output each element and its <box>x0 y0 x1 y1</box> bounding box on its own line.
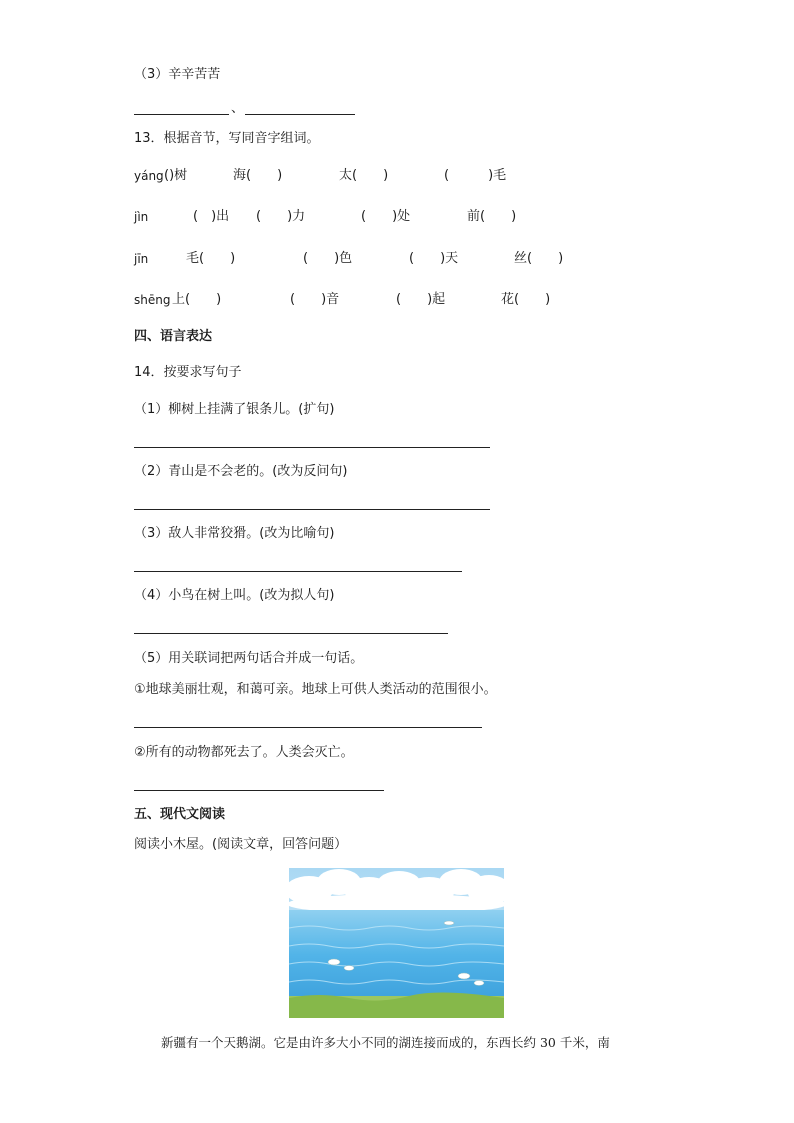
q14-sub-2: ②所有的动物都死去了。人类会灭亡。 <box>134 745 354 760</box>
q14-item-5: （5）用关联词把两句话合并成一句话。 <box>134 651 364 666</box>
answer-line[interactable] <box>134 790 384 791</box>
q14-item-2: （2）青山是不会老的。(改为反问句) <box>134 464 348 479</box>
q12-item-3: （3）辛辛苦苦 <box>134 67 221 82</box>
section-4-title: 四、语言表达 <box>134 329 213 344</box>
fill-cell[interactable]: 丝( ) <box>514 251 564 266</box>
answer-line[interactable] <box>134 633 448 634</box>
pinyin: shēng <box>134 293 171 307</box>
fill-cell[interactable]: ( )处 <box>361 209 411 224</box>
q14-sub-1: ①地球美丽壮观，和蔼可亲。地球上可供人类活动的范围很小。 <box>134 682 497 697</box>
fill-cell[interactable]: ( )色 <box>303 251 353 266</box>
fill-cell[interactable]: 海( ) <box>233 168 283 183</box>
fill-cell[interactable]: ( )音 <box>290 292 340 307</box>
fill-cell[interactable]: ( )起 <box>396 292 446 307</box>
q14-item-4: （4）小鸟在树上叫。(改为拟人句) <box>134 588 335 603</box>
fill-cell[interactable]: ()树 <box>164 168 188 183</box>
swan-lake-illustration <box>289 868 504 1018</box>
pinyin: yáng <box>134 169 164 183</box>
answer-line[interactable] <box>134 727 482 728</box>
answer-line[interactable] <box>134 571 462 572</box>
fill-cell[interactable]: ( )出 <box>193 209 230 224</box>
fill-cell[interactable]: ( )天 <box>409 251 459 266</box>
fill-cell[interactable]: 花( ) <box>501 292 551 307</box>
section-5-title: 五、现代文阅读 <box>134 807 226 822</box>
answer-line[interactable] <box>134 509 490 510</box>
q14-item-3: （3）敌人非常狡猾。(改为比喻句) <box>134 526 335 541</box>
pinyin: jìn <box>134 210 149 224</box>
separator: 、 <box>231 101 245 116</box>
pinyin: jīn <box>134 252 149 266</box>
fill-cell[interactable]: ( )力 <box>256 209 306 224</box>
q14-title: 14．按要求写句子 <box>134 365 242 380</box>
q13-title: 13．根据音节，写同音字组词。 <box>134 131 320 146</box>
fill-cell[interactable]: 上( ) <box>172 292 222 307</box>
reading-passage: 新疆有一个天鹅湖。它是由许多大小不同的湖连接而成的，东西长约 30 千米，南 <box>161 1035 610 1050</box>
fill-cell[interactable]: 前( ) <box>467 209 517 224</box>
reading-intro: 阅读小木屋。(阅读文章，回答问题） <box>134 837 348 852</box>
fill-cell[interactable]: 毛( ) <box>186 251 236 266</box>
answer-blank[interactable] <box>245 114 355 115</box>
q14-item-1: （1）柳树上挂满了银条儿。(扩句) <box>134 402 335 417</box>
answer-blank[interactable] <box>134 114 229 115</box>
fill-cell[interactable]: 太( ) <box>339 168 389 183</box>
answer-line[interactable] <box>134 447 490 448</box>
fill-cell[interactable]: ( )毛 <box>444 168 507 183</box>
